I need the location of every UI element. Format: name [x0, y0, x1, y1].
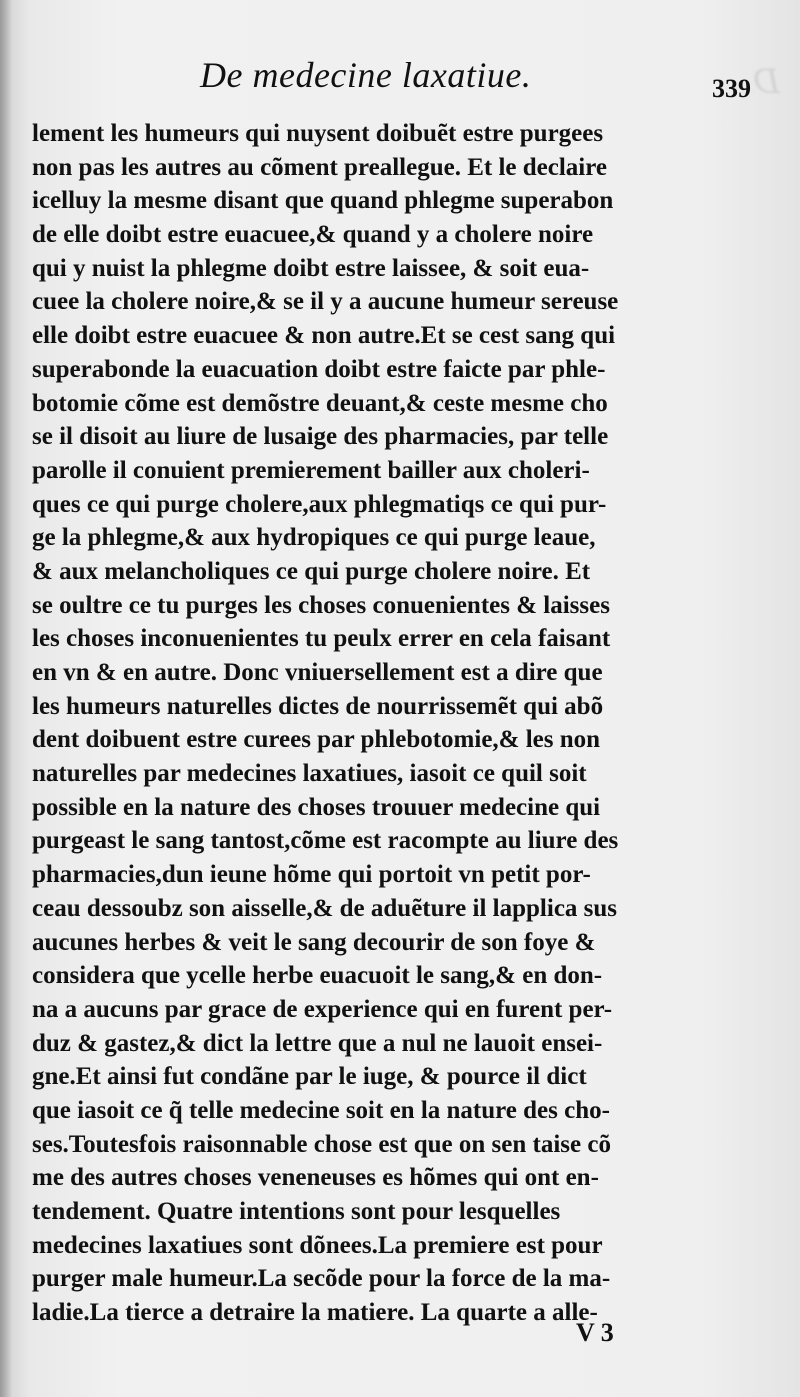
- text-line: aucunes herbes & veit le sang decourir de son foye &: [32, 928, 596, 956]
- text-line: botomie cõme est demõstre deuant,& ceste mesme cho: [32, 389, 608, 417]
- running-head: De medecine laxatiue.: [200, 55, 532, 95]
- text-line: ceau dessoubz son aisselle,& de aduẽture il lapplica sus: [32, 894, 618, 922]
- text-line: possible en la nature des choses trouuer medecine qui: [32, 793, 601, 821]
- text-line: se il disoit au liure de lusaige des pharmacies, par telle: [32, 423, 609, 451]
- page-header: [0, 54, 800, 104]
- text-line: que iasoit ce q̃ telle medecine soit en la nature des cho-: [32, 1096, 610, 1124]
- text-line: superabonde la euacuation doibt estre faicte par phle-: [32, 355, 606, 383]
- text-line: me des autres choses veneneuses es hõmes qui ont en-: [32, 1164, 599, 1192]
- text-line: lement les humeurs qui nuysent doibuẽt estre purgees: [32, 120, 604, 147]
- text-line: qui y nuist la phlegme doibt estre laissee, & soit eua-: [32, 254, 590, 282]
- show-through-head: D: [752, 62, 780, 102]
- text-line: de elle doibt estre euacuee,& quand y a cholere noire: [32, 221, 594, 249]
- text-line: gne.Et ainsi fut condãne par le iuge, & pource il dict: [32, 1063, 587, 1091]
- text-line: duz & gastez,& dict la lettre que a nul ne lauoit ensei-: [32, 1029, 603, 1057]
- text-line: medecines laxatiues sont dõnees.La premiere est pour: [32, 1231, 603, 1259]
- text-line: ladie.La tierce a detraire la matiere. La quarte a alle-: [32, 1299, 598, 1327]
- text-line: purger male humeur.La secõde pour la force de la ma-: [32, 1265, 611, 1293]
- text-line: & aux melancholiques ce qui purge cholere noire. Et: [32, 557, 591, 585]
- text-line: cuee la cholere noire,& se il y a aucune humeur sereuse: [32, 288, 619, 316]
- page-footer: [0, 1318, 800, 1358]
- text-line: non pas les autres au cõment preallegue. Et le declaire: [32, 153, 607, 181]
- text-line: tendement. Quatre intentions sont pour lesquelles: [32, 1198, 561, 1225]
- body-text: [32, 117, 767, 1330]
- text-line: considera que ycelle herbe euacuoit le sang,& en don-: [32, 962, 603, 990]
- text-line: se oultre ce tu purges les choses conuenientes & laisses: [32, 591, 610, 619]
- text-line: icelluy la mesme disant que quand phlegme superabon: [32, 187, 614, 215]
- signature-mark: V 3: [576, 1318, 614, 1347]
- text-line: pharmacies,dun ieune hõme qui portoit vn petit por-: [32, 861, 591, 889]
- text-line: purgeast le sang tantost,cõme est racompte au liure des: [32, 827, 619, 855]
- text-line: les choses inconuenientes tu peulx errer en cela faisant: [32, 625, 611, 653]
- text-line: na a aucuns par grace de experience qui en furent per-: [32, 995, 613, 1023]
- text-line: parolle il conuient premierement bailler aux choleri-: [32, 456, 590, 484]
- text-line: ge la phlegme,& aux hydropiques ce qui purge leaue,: [32, 524, 596, 552]
- text-line: naturelles par medecines laxatiues, iasoit ce quil soit: [32, 760, 587, 788]
- text-line: ques ce qui purge cholere,aux phlegmatiqs ce qui pur-: [32, 490, 607, 518]
- text-line: en vn & en autre. Donc vniuersellement est a dire que: [32, 659, 603, 686]
- page-number: 339: [712, 74, 751, 103]
- text-line: ses.Toutesfois raisonnable chose est que on sen taise cõ: [32, 1130, 611, 1158]
- text-line: elle doibt estre euacuee & non autre.Et se cest sang qui: [32, 322, 616, 350]
- text-line: dent doibuent estre curees par phlebotomie,& les non: [32, 726, 601, 754]
- text-line: les humeurs naturelles dictes de nourrissemẽt qui abõ: [32, 692, 604, 720]
